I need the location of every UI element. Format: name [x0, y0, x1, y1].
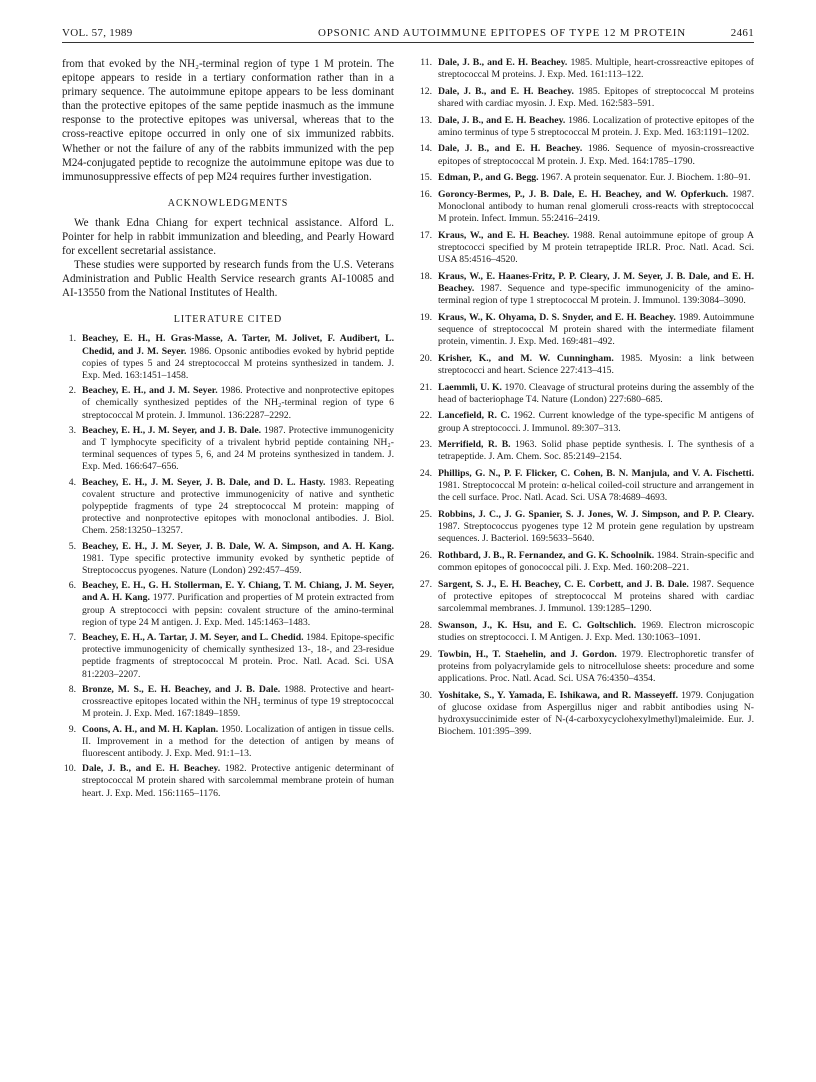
reference-number: 23. [419, 439, 432, 451]
reference-number: 26. [419, 549, 432, 561]
reference-number: 25. [419, 508, 432, 520]
reference-number: 7. [68, 632, 76, 644]
reference-item [418, 690, 754, 739]
reference-item [62, 580, 394, 629]
reference-item [418, 189, 754, 226]
reference-text: 1977. Purification and properties of M protein extracted from group A streptococci with pepsin: covalent structure of the amino-terminal region of type 24 M antigen. J. Exp. Med. 145:1463–1483. [82, 592, 394, 628]
reference-item [418, 620, 754, 644]
reference-number: 1. [68, 333, 76, 345]
reference-authors: Robbins, J. C., J. G. Spanier, S. J. Jones, W. J. Simpson, and P. P. Cleary. [438, 508, 754, 520]
reference-authors: Rothbard, J. B., R. Fernandez, and G. K. Schoolnik. [438, 549, 655, 561]
reference-number: 10. [63, 763, 76, 775]
reference-text: 1979. Electrophoretic transfer of proteins from polyacrylamide gels to nitrocellulose sheets: procedure and some applications. Proc. Natl. Acad. Sci. USA 76:4350–4354. [438, 648, 754, 684]
reference-text: 1986. Opsonic antibodies evoked by hybrid peptide copies of types 5 and 24 streptococcal M proteins synthesized in tandem. J. Exp. Med. 163:1451–1458. [82, 345, 395, 382]
reference-authors: Beachey, E. H., J. M. Seyer, J. B. Dale, W. A. Simpson, and A. H. Kang. [82, 540, 394, 552]
reference-text: 1985. Epitopes of streptococcal M proteins shared with cardiac myosin. J. Exp. Med. 162:583–591. [438, 85, 754, 109]
reference-item [62, 477, 394, 538]
reference-number: 28. [419, 619, 432, 631]
reference-authors: Beachey, E. H., and J. M. Seyer. [82, 385, 218, 397]
reference-authors: Beachey, E. H., H. Gras-Masse, A. Tarter, M. Jolivet, F. Audibert, L. Chedid, and J. M. Seyer. [82, 333, 394, 357]
reference-item [418, 86, 754, 110]
reference-item [418, 143, 754, 167]
reference-text: 1987. Sequence and type-specific immunogenicity of the amino-terminal region of type 1 streptococcal M protein. J. Immunol. 139:3084–3090. [438, 282, 755, 307]
reference-number: 24. [419, 467, 432, 479]
reference-item [62, 425, 394, 474]
reference-item [62, 632, 394, 681]
reference-authors: Beachey, E. H., G. H. Stollerman, E. Y. Chiang, T. M. Chiang, J. M. Seyer, and A. H. Kang. [82, 580, 394, 604]
reference-item [418, 57, 754, 81]
reference-number: 15. [419, 172, 432, 184]
reference-number: 13. [419, 114, 432, 126]
reference-authors: Sargent, S. J., E. H. Beachey, C. E. Corbett, and J. B. Dale. [438, 578, 689, 590]
reference-item [418, 353, 754, 377]
running-title: OPSONIC AND AUTOIMMUNE EPITOPES OF TYPE 12 M PROTEIN [318, 27, 686, 39]
reference-item [418, 468, 754, 505]
reference-number: 16. [419, 188, 432, 200]
running-header [62, 26, 754, 43]
reference-authors: Edman, P., and G. Begg. [438, 172, 539, 184]
reference-text: 1981. Type specific protective immunity evoked by synthetic peptide of Streptococcus pyogenes. Nature (London) 292:457–459. [82, 552, 394, 577]
reference-text: 1983. Repeating covalent structure and protective immunogenicity of native and synthetic polypeptide fragments of type 24 streptococcal M protein: mapping of protective and nonprotective epitopes with monoclonal antibodies. J. Biol. Chem. 258:13250–13257. [82, 476, 395, 537]
reference-authors: Krisher, K., and M. W. Cunningham. [438, 352, 614, 364]
literature-heading: LITERATURE CITED [173, 314, 283, 326]
reference-authors: Dale, J. B., and E. H. Beachey. [82, 763, 221, 775]
reference-number: 27. [419, 578, 432, 590]
reference-item [62, 763, 394, 800]
body-paragraph: from that evoked by the NH₂-terminal region of type 1 M protein. The epitope appears to reside in a tertiary conformation rather than in a primary sequence. The autoimmune epitope appears to be less dominant than the protective epitopes of the same peptide inasmuch as the immune response to the protective epitopes was universal, whereas that to the cross-reactive epitope occurred in only one of six immunized rabbits. Whether or not the failure of any of the rabbits immunized with the pep M24-conjugated peptide to recognize the autoimmune epitope was due to immunosuppressive effects of pep M24 requires further investigation. [62, 58, 394, 183]
reference-authors: Dale, J. B., and E. H. Beachey. [438, 114, 566, 126]
reference-authors: Dale, J. B., and E. H. Beachey. [438, 143, 583, 155]
reference-number: 4. [68, 476, 76, 488]
reference-authors: Goroncy-Bermes, P., J. B. Dale, E. H. Beachey, and W. Opferkuch. [438, 188, 729, 200]
reference-authors: Kraus, W., and E. H. Beachey. [438, 229, 570, 241]
reference-text: 1987. Monoclonal antibody to human renal glomeruli cross-reacts with streptococcal M protein. Infect. Immun. 55:2416–2419. [438, 188, 755, 225]
left-column [62, 57, 394, 803]
reference-number: 29. [419, 648, 432, 660]
reference-number: 6. [68, 580, 76, 592]
reference-item [418, 115, 754, 139]
reference-number: 9. [68, 723, 76, 735]
reference-item [418, 509, 754, 546]
reference-text: 1984. Strain-specific and common epitopes of gonococcal pili. J. Exp. Med. 160:208–221. [438, 549, 754, 574]
reference-number: 11. [420, 57, 432, 68]
reference-text: 1950. Localization of antigen in tissue cells. II. Improvement in a method for the detection of antigen by means of fluorescent antibody. J. Exp. Med. 91:1–13. [82, 723, 395, 759]
reference-item [62, 684, 394, 721]
reference-number: 2. [68, 385, 76, 397]
reference-number: 12. [419, 85, 432, 97]
reference-item [418, 230, 754, 267]
reference-number: 14. [419, 143, 432, 155]
reference-number: 20. [419, 352, 432, 364]
reference-item [418, 550, 754, 574]
reference-text: 1970. Cleavage of structural proteins during the assembly of the head of bacteriophage T4. Nature (London) 227:680–685. [438, 381, 754, 405]
reference-number: 17. [419, 229, 432, 241]
reference-item [418, 649, 754, 686]
reference-authors: Beachey, E. H., A. Tartar, J. M. Seyer, and L. Chedid. [82, 632, 304, 644]
reference-authors: Beachey, E. H., J. M. Seyer, J. B. Dale, and D. L. Hasty. [82, 476, 326, 488]
reference-authors: Merrifield, R. B. [438, 439, 511, 451]
journal-volume: VOL. 57, 1989 [62, 27, 133, 39]
right-column [418, 57, 754, 743]
reference-number: 5. [68, 540, 76, 552]
reference-item [418, 410, 754, 434]
reference-number: 8. [68, 683, 76, 695]
reference-item [418, 439, 754, 463]
reference-item [418, 382, 754, 406]
reference-item [418, 579, 754, 616]
reference-text: 1986. Localization of protective epitopes of the amino terminus of type 5 streptococcal M protein. J. Exp. Med. 163:1191–1202. [438, 114, 755, 138]
reference-item [62, 724, 394, 761]
acknowledgments-paragraph: These studies were supported by research funds from the U.S. Veterans Administration and Public Health Service research grants AI-10085 and AI-13550 from the National Institutes of Health. [62, 259, 394, 300]
reference-authors: Kraus, W., E. Haanes-Fritz, P. P. Cleary, J. M. Seyer, J. B. Dale, and E. H. Beachey. [438, 270, 754, 294]
reference-text: 1986. Sequence of myosin-crossreactive epitopes of streptococcal M protein. J. Exp. Med. 164:1785–1790. [438, 143, 754, 167]
reference-text: 1979. Conjugation of glucose oxidase from Aspergillus niger and rabbit antibodies using N-hydroxysuccinimide ester of N-(4-carboxycyclohexylmethyl)maleimide. Eur. J. Biochem. 101:395–399. [438, 689, 754, 738]
reference-number: 30. [419, 689, 432, 701]
reference-authors: Dale, J. B., and E. H. Beachey. [438, 57, 568, 68]
reference-number: 3. [68, 424, 76, 436]
reference-text: 1987. Streptococcus pyogenes type 12 M protein gene regulation by upstream sequences. J. Bacteriol. 169:5633–5640. [438, 521, 754, 545]
reference-authors: Lancefield, R. C. [438, 410, 510, 422]
reference-authors: Kraus, W., K. Ohyama, D. S. Snyder, and E. H. Beachey. [438, 311, 676, 323]
acknowledgments-heading: ACKNOWLEDGMENTS [167, 197, 289, 209]
reference-text: 1985. Myosin: a link between streptococci and heart. Science 227:413–415. [438, 352, 755, 376]
reference-item [418, 312, 754, 349]
reference-text: 1962. Current knowledge of the type-specific M antigens of group A streptococci. J. Immunol. 89:307–313. [438, 410, 755, 434]
reference-text: 1989. Autoimmune sequence of streptococcal M protein shared with the intermediate filament protein, vimentin. J. Exp. Med. 169:481–492. [438, 311, 755, 348]
reference-authors: Phillips, G. N., P. F. Flicker, C. Cohen, B. N. Manjula, and V. A. Fischetti. [438, 467, 754, 479]
reference-text: 1969. Electron microscopic studies on streptococci. I. M Antigen. J. Exp. Med. 130:1063–1091. [438, 619, 754, 643]
reference-authors: Towbin, H., T. Staehelin, and J. Gordon. [438, 648, 617, 660]
page-number: 2461 [730, 27, 754, 39]
reference-number: 18. [419, 270, 432, 282]
reference-authors: Bronze, M. S., E. H. Beachey, and J. B. Dale. [82, 683, 281, 695]
reference-authors: Beachey, E. H., J. M. Seyer, and J. B. Dale. [82, 424, 262, 436]
reference-authors: Laemmli, U. K. [438, 381, 502, 393]
reference-text: 1987. Sequence of protective epitopes of streptococcal M proteins shared with cardiac sarcolemmal membranes. J. Immunol. 139:1285–1290. [438, 578, 754, 615]
reference-text: 1982. Protective antigenic determinant of streptococcal M protein shared with sarcolemmal membrane protein of human heart. J. Exp. Med. 156:1165–1176. [82, 763, 394, 799]
reference-item [418, 271, 754, 308]
reference-text: 1987. Protective immunogenicity and T lymphocyte specificity of a trivalent hybrid peptide containing NH₂-terminal sequences of types 5, 6, and 24 M proteins synthesized in tandem. J. Exp. Med. 166:647–656. [82, 424, 394, 473]
reference-text: 1984. Epitope-specific protective immunogenicity of chemically synthesized 13-, 18-, and 23-residue peptide fragments of streptococcal M protein. Proc. Natl. Acad. Sci. USA 81:2203–2207. [82, 632, 395, 680]
reference-text: 1988. Renal autoimmune epitope of group A streptococci specified by M protein tetrapeptide IRLR. Proc. Natl. Acad. Sci. USA 85:4516–4520. [438, 229, 755, 266]
reference-number: 19. [419, 311, 432, 323]
reference-text: 1981. Streptococcal M protein: α-helical coiled-coil structure and arrangement in the cell surface. Proc. Natl. Acad. Sci. USA 78:4689–4693. [438, 480, 754, 504]
reference-text: 1988. Protective and heart-crossreactive epitopes located within the NH₂ terminus of type 19 streptococcal M protein. J. Exp. Med. 167:1849–1859. [82, 683, 394, 720]
reference-item [62, 385, 394, 422]
reference-authors: Coons, A. H., and M. H. Kaplan. [82, 723, 219, 735]
reference-authors: Swanson, J., K. Hsu, and E. C. Goltschlich. [438, 619, 637, 631]
acknowledgments-paragraph: We thank Edna Chiang for expert technical assistance. Alford L. Pointer for help in rabbit immunization and bleeding, and Pearly Howard for excellent secretarial assistance. [62, 216, 394, 258]
reference-authors: Dale, J. B., and E. H. Beachey. [438, 85, 574, 97]
reference-item [62, 541, 394, 578]
reference-text: 1963. Solid phase peptide synthesis. I. The synthesis of a tetrapeptide. J. Am. Chem. Soc. 85:2149–2154. [438, 439, 754, 463]
reference-text: 1967. A protein sequenator. Eur. J. Biochem. 1:80–91. [541, 172, 751, 184]
reference-item [418, 172, 754, 184]
reference-authors: Yoshitake, S., Y. Yamada, E. Ishikawa, and R. Masseyeff. [438, 689, 679, 701]
reference-number: 22. [419, 410, 432, 422]
reference-text: 1985. Multiple, heart-crossreactive epitopes of streptococcal M proteins. J. Exp. Med. 161:113–122. [438, 57, 755, 81]
reference-number: 21. [419, 381, 432, 393]
reference-item [62, 333, 394, 382]
reference-text: 1986. Protective and nonprotective epitopes of chemically synthesized peptides of the NH₂-terminal region of type 6 streptococcal M protein. J. Immunol. 136:2287–2292. [82, 385, 395, 421]
